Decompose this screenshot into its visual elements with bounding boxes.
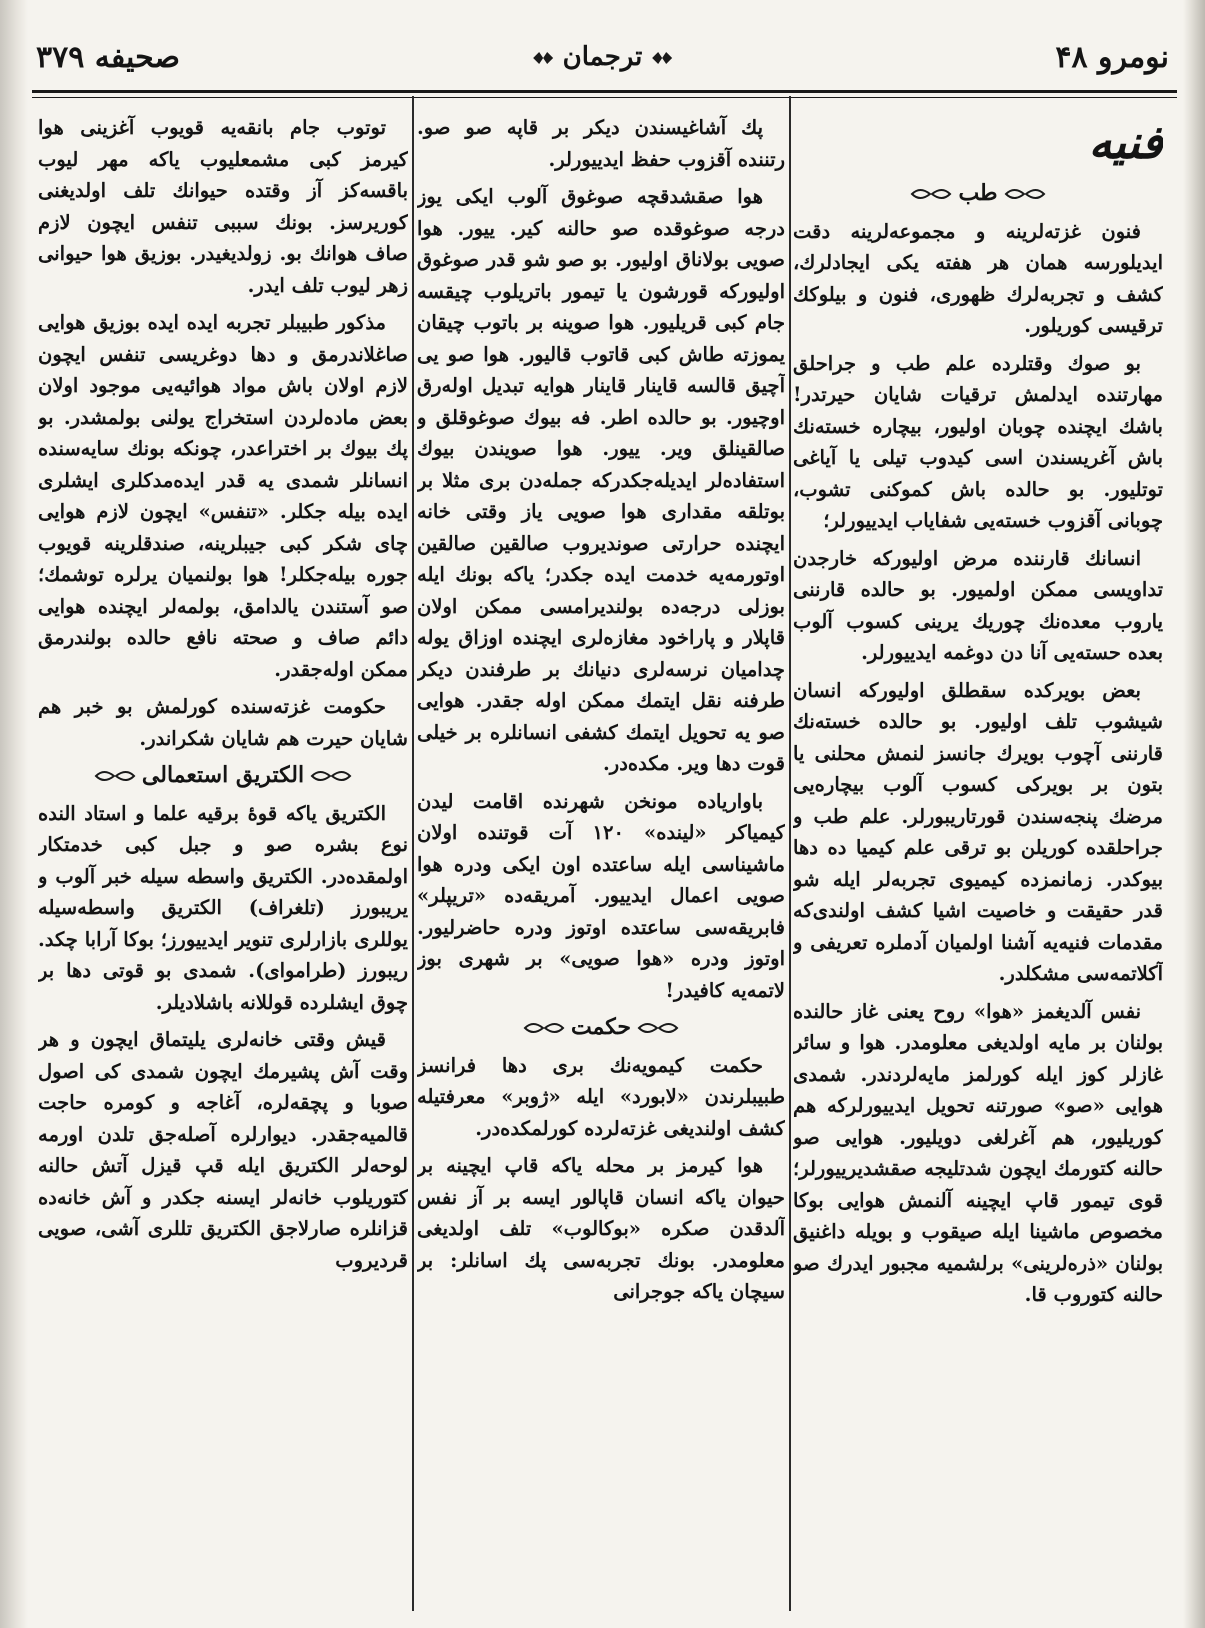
page-edge-left [0, 0, 28, 1628]
section-heading-hikmet [417, 1012, 785, 1044]
paragraph: هوا كیرمز بر محله یاكه قاپ ایچینه بر حیوان یاكه انسان قاپالور ایسه بر آز نفس آلدقدن صكره «بوكالوب» تلف اولدیغی معلومدر. بونك تجربه‌سی پك اسانلر: بر سیچان یاكه جوجرانی [417, 1154, 785, 1303]
paragraph: انسانك قارننده مرض اولیورکه خارجدن تداویسی ممکن اولمیور. بو حالده قارننی یاروب معده‌نك چوریك یرینی كسوب آلوب بعده حسته‌یی آنا دن دوغمه ایدییورلر. [793, 546, 1163, 664]
ornament-icon [310, 768, 352, 784]
header-rule [32, 90, 1177, 98]
paragraph: نفس آلدیغمز «هوا» روح یعنی غاز حالنده بولنان بر مایه اولدیغی معلومدر. هوا و سائر غازلر كوز ایله كورلمز مایه‌لردندر. شمدی هوایی «صو» صورتنه تحویل ایدییورلركه هم كوریلیور، هم آغرلغی دویلیور. هوایی صو حالنه كتورمك ایچون شدتلیجه صقشدیرییورلر؛ قوی تیمور قاپ ایچینه آلنمش هوایی بوكا مخصوص ماشینا ایله صیقوب و بویله داغنیق بولنان «ذره‌لرینی» برلشمیه مجبور ایدرك صو حالنه كتوروب قا. [793, 999, 1163, 1306]
column-left [38, 112, 408, 1612]
page-header [30, 38, 1175, 82]
masthead-title [523, 42, 683, 72]
section-heading-text: طب [958, 180, 998, 206]
masthead-title-text: ترجمان [562, 42, 643, 72]
ornament-icon [910, 186, 952, 202]
page-edge-right [1183, 0, 1205, 1628]
column-divider [412, 96, 414, 1611]
ornament-icon [637, 1020, 679, 1036]
column-divider [789, 96, 791, 1611]
section-heading-electric [38, 760, 408, 792]
paragraph: توتوب جام بانقه‌یه قویوب آغزینی هوا كیرمز كبی مشمعلیوب یاكه مهر لیوب باقسه‌كز آز وقتده حیوانك تلف اولدیغنی كوریرسز. بونك سببی تنفس ایچون لازم صاف هوانك بو. زولدیغیدر. بوزیق هوا حیوانی زهر لیوب تلف ایدر. [38, 116, 408, 297]
paragraph: حكمت كیمویه‌نك بری دها فرانسز طبیبلرندن «لابورد» ایله «ژوبر» معرفتیله كشف اولندیغی غزته‌لرده كورلمكده‌در. [417, 1053, 785, 1140]
column-right [793, 112, 1163, 1612]
paragraph: الكتریق یاكه قوهٔ برقیه علما و استاد النده نوع بشره صو و جبل كبی خدمتكار اولمقده‌در. الكتریق واسطه سیله خبر آلوب و یریبورز (تلغراف) الكتریق واسطه‌سیله یوللری بازارلری تنویر ایدییورز؛ بوكا آرابا چكد. ریبورز (طراموای). شمدی بو قوتی دها بر چوق ایشلرده قوللانه باشلادیلر. [38, 801, 408, 1014]
paragraph: پك آشاغیسندن دیكر بر قاپه صو صو. رتننده آقزوب حفظ ایدییورلر. [417, 116, 785, 171]
ornament-icon [94, 768, 136, 784]
ornament-icon [531, 49, 555, 67]
column-middle [417, 112, 785, 1612]
ornament-icon [1004, 186, 1046, 202]
section-heading-text: الكتریق استعمالی [141, 762, 305, 788]
issue-number: نومرو ۴۸ [1055, 40, 1169, 75]
paragraph: قیش وقتی خانه‌لری یلیتماق ایچون و هر وقت آش پشیرمك ایچون شمدی كی اصول صوبا و پچقه‌لره، آغاجه و كومره حاجت قالمیه‌جقدر. دیوارلره آصله‌جق تلدن اورمه لوحه‌لر الكتریق ایله قپ قیزل آتش حالنه كتوریلوب خانه‌لر ایسنه جكدر و آش خانه‌ده قزانلره صارلاجق الكتریق تللری آشی، صویی قردیروب [38, 1028, 408, 1272]
section-title-fenniye: فنیه [1088, 115, 1163, 169]
paragraph: بو صوك وقتلرده علم طب و جراحلق مهارتنده ایدلمش ترقیات شایان حیرتدر! باشك ایچنده چوبان اولیور، بیچاره خسته‌نك باش آغریسندن اسی كیدوب تیلی یا آیاغی توتلیور. بو حالده باش كموكنی تشوب، چوبانی آقزوب خسته‌یی شفایاب ایدییورلر؛ [793, 351, 1163, 532]
paragraph: فنون غزته‌لرینه و مجموعه‌لرینه دقت ایدیلورسه همان هر هفته یکی ایجادلرك، كشف و تجربه‌لرك ظهوری، فنون و بیلوكك ترقیسی كوریلور. [793, 219, 1163, 337]
ornament-icon [523, 1020, 565, 1036]
section-heading-text: حكمت [570, 1014, 632, 1040]
paragraph: حكومت غزته‌سنده كورلمش بو خبر هم شایان حیرت هم شایان شكراندر. [38, 695, 408, 750]
paragraph: مذكور طبیبلر تجربه ایده ایده بوزیق هوایی صاغلاندرمق و دها دوغریسی تنفس ایچون لازم اولان باش مواد هوائیه‌یی موجود اولان بعض ماده‌لردن استخراج یولنی بولمشدر. بو پك بیوك بر اختراعدر، چونكه بونك سایه‌سنده انسانلر شمدی یه قدر ایده‌مدكلری ایشلری ایده بیله جكلر. «تنفس» ایچون لازم هوایی چای شكر كبی جیبلرینه، صندقلرینه قویوب جوره بیله‌جكلر! هوا بولنمیان یرلره توشمك؛ صو آستندن یالدامق، بولمه‌لر ایچنده هوایی دائم صاف و صحته نافع حالده بولندرمق ممکن اوله‌جقدر. [38, 311, 408, 681]
paragraph: هوا صقشدقچه صوغوق آلوب ایكی یوز درجه صوغوقده صو حالنه كیر. ییور. هوا صویی بولاناق اولیور. بو صو شو قدر صوغوق اولیوركه قورشون یا تیمور باتریلوب چیقسه جام كبی قریلیور. هوا صوینه بر باتوب چیقان یموزته طاش كبی قاتوب قالیور. هوا صو یی آچیق قالسه قاینار قاینار هوایه تبدیل اوله‌رق اوچیور. بو حالده اطر. فه بیوك صوغوقلق و صالقینلق ویر. ییور. هوا صویندن بیوك استفاده‌لر ایدیله‌جكدركه جمله‌دن بری مثلا بر بوتلقه مقداری هوا صویی یاز وقتی خانه ایچنده حرارتی صوندیروب صالقین صالقین اوتورمه‌یه خدمت ایده جكدر؛ یاكه بونك ایله بوزلی درجه‌ده بولندیرامسی ممکن اولان قاپلار و پاراخود مغازه‌لری ایچنده اوزاق یوله چدامیان نرسه‌لری دنیانك بر طرفندن دیكر طرفنه نقل ایتمك ممکن اوله جقدر. هوایی صو یه تحویل ایتمك كشفی انسانلره بر خیلی قوت دها ویر. مكده‌در. [417, 185, 785, 775]
paragraph: باواریاده مونخن شهرنده اقامت لیدن كیمیاكر «لینده» ۱۲۰ آت قوتنده اولان ماشیناسی ایله ساعتده اون ایكی ودره هوا صویی اعمال ایدییور. آمریقه‌ده «تریپلر» فابریقه‌سی ساعتده اوتوز ودره حاضرلیور. اوتوز ودره «هوا صویی» بر شهری بوز لاتمه‌یه كافیدر! [417, 789, 785, 1002]
section-heading-tibb [793, 178, 1163, 210]
page-number: صحیفه ۳۷۹ [36, 40, 180, 75]
ornament-icon [650, 49, 674, 67]
paragraph: بعض بویركده سقطلق اولیورکه انسان شیشوب تلف اولیور. بو حالده خسته‌نك قارننی آچوب بویرك جانسز لنمش محلنی یا بتون بر بویركی كسوب آلوب بیچاره‌یی مرضك پنجه‌سندن قورتاریبورلر. علم طب و جراحلقده كوریلن بو ترقی علم كیمیا ده دها بیوكدر. زمانمزده كیمیوی تجربه‌لر ایله شو قدر حقیقت و خاصیت اشیا كشف اولندی‌كه مقدمات فنیه‌یه آشنا اولمیان آدملره تعریفی و آكلاتمه‌سی مشكلدر. [793, 678, 1163, 985]
